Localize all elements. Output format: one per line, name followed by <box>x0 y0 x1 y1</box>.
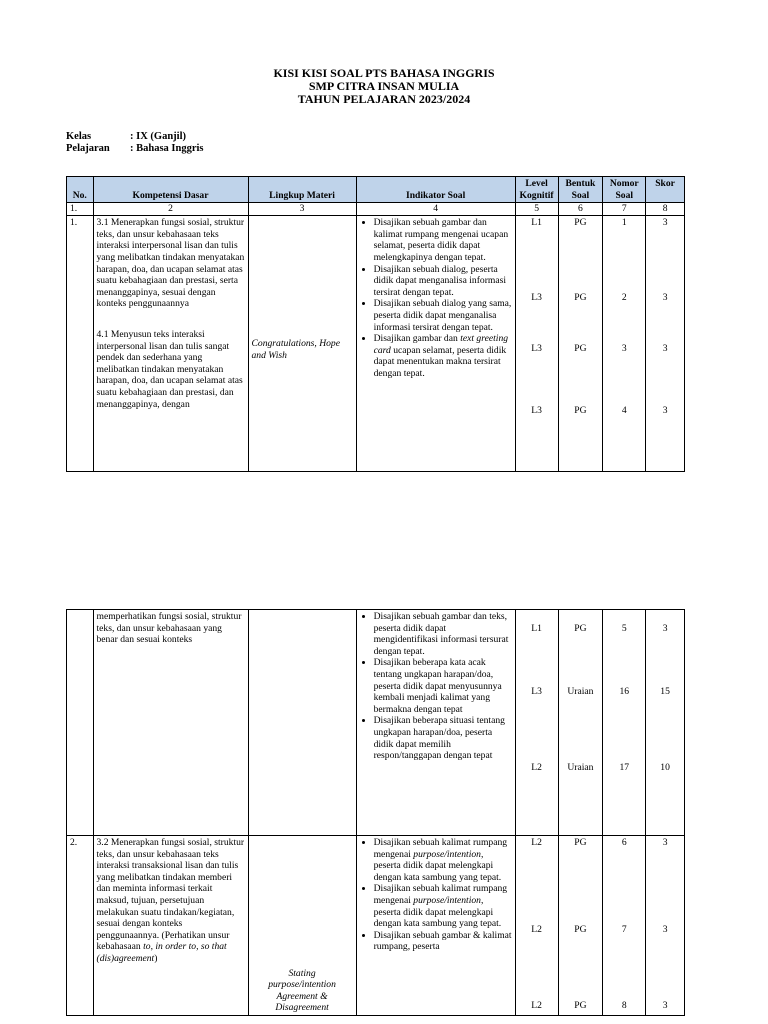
kd-4-1: 4.1 Menyusun teks interaksi interpersonal lisan dan tulis sangat pendek dan sederhana yang melibatkan tindakan menyatakan harapan, doa, dan ucapan selamat atas suatu kebahagiaan dan prestasi, dan menanggapinya, dengan <box>96 328 243 410</box>
bentuk-value: PG <box>574 837 587 848</box>
level-cell <box>515 216 558 472</box>
col-indikator: Indikator Soal <box>356 177 515 203</box>
level-value: L3 <box>531 292 542 304</box>
doc-title-line2: SMP CITRA INSAN MULIA <box>308 79 460 93</box>
level-cell <box>515 610 558 836</box>
nomor-value: 16 <box>619 686 630 697</box>
row-number <box>67 610 94 836</box>
bentuk-cell <box>558 836 603 1016</box>
bentuk-cell <box>558 610 603 836</box>
nomor-value: 4 <box>621 405 627 417</box>
col-lingkup: Lingkup Materi <box>248 177 356 203</box>
skor-cell <box>646 216 685 472</box>
lingkup-cell <box>248 216 356 472</box>
skor-value: 3 <box>662 1000 668 1011</box>
nomor-value: 3 <box>621 343 627 355</box>
table-row <box>67 836 685 1016</box>
colnum-8: 8 <box>646 203 685 216</box>
kompetensi-dasar-cell <box>93 836 248 1016</box>
level-value: L1 <box>531 623 542 634</box>
colnum-7: 7 <box>603 203 646 216</box>
indikator-cell <box>356 216 515 472</box>
skor-value: 3 <box>662 343 668 355</box>
bentuk-value: PG <box>574 217 587 229</box>
col-nomor: Nomor Soal <box>603 177 646 203</box>
skor-value: 3 <box>662 924 668 935</box>
bentuk-value: PG <box>574 292 587 304</box>
indicator-item: • Disajikan beberapa situasi tentang ungkapan harapan/doa, peserta didik dapat memilih respon/tanggapan dengan tepat <box>374 715 512 761</box>
level-cell <box>515 836 558 1016</box>
nomor-value: 2 <box>621 292 627 304</box>
colnum-1: 1. <box>67 203 94 216</box>
bentuk-value: Uraian <box>567 686 594 697</box>
col-skor: Skor <box>646 177 685 203</box>
bentuk-value: PG <box>574 1000 587 1011</box>
level-value: L3 <box>531 343 542 355</box>
indicator-item: • Disajikan sebuah gambar dan kalimat rumpang mengenai ucapan selamat, peserta didik dapat melengkapinya dengan tepat. <box>374 217 512 263</box>
level-value: L2 <box>531 837 542 848</box>
kisi-table-page1 <box>66 176 685 472</box>
nomor-value: 7 <box>621 924 627 935</box>
nomor-value: 1 <box>621 217 627 229</box>
nomor-cell <box>603 836 646 1016</box>
level-value: L1 <box>531 217 542 229</box>
kompetensi-dasar-cell <box>93 216 248 472</box>
kd-4-1-continued: memperhatikan fungsi sosial, struktur teks, dan unsur kebahasaan yang benar dan sesuai konteks <box>96 611 242 646</box>
column-number-row <box>67 203 685 216</box>
level-value: L2 <box>531 1000 542 1011</box>
nomor-value: 6 <box>621 837 627 848</box>
indicator-item: • Disajikan sebuah dialog, peserta didik dapat menganalisa informasi tersirat dengan tepat. <box>374 264 512 299</box>
indicator-item: • Disajikan gambar dan text greeting card ucapan selamat, peserta didik dapat menentukan makna tersirat dengan tepat. <box>374 333 512 379</box>
nomor-value: 17 <box>619 762 630 773</box>
lingkup-materi: Congratulations, Hope and Wish <box>251 338 340 361</box>
skor-value: 3 <box>662 217 668 229</box>
col-kd: Kompetensi Dasar <box>93 177 248 203</box>
doc-title-line1: KISI KISI SOAL PTS BAHASA INGGRIS <box>273 66 495 80</box>
nomor-cell <box>603 216 646 472</box>
indikator-cell <box>356 610 515 836</box>
meta-pelajaran-value: : Bahasa Inggris <box>130 143 204 154</box>
colnum-4: 4 <box>356 203 515 216</box>
table-row <box>67 216 685 472</box>
colnum-3: 3 <box>248 203 356 216</box>
indicator-item: • Disajikan beberapa kata acak tentang ungkapan harapan/doa, peserta didik dapat menyusunnya kembali menjadi kalimat yang bermakna dengan tepat <box>374 657 512 715</box>
nomor-cell <box>603 610 646 836</box>
bentuk-value: PG <box>574 623 587 634</box>
bentuk-value: Uraian <box>567 762 594 773</box>
skor-cell <box>646 610 685 836</box>
kompetensi-dasar-cell <box>93 610 248 836</box>
col-no: No. <box>67 177 94 203</box>
bentuk-value: PG <box>574 405 587 417</box>
table-row <box>67 610 685 836</box>
skor-value: 15 <box>660 686 670 697</box>
colnum-2: 2 <box>93 203 248 216</box>
bentuk-cell <box>558 216 603 472</box>
bentuk-value: PG <box>574 343 587 355</box>
meta-pelajaran-label: Pelajaran <box>66 143 110 154</box>
indicator-item: • Disajikan sebuah gambar & kalimat rumpang, peserta <box>374 930 512 953</box>
meta-kelas-value: : IX (Ganjil) <box>130 131 186 142</box>
header-row <box>67 177 685 203</box>
skor-value: 3 <box>662 623 668 634</box>
indicator-item: • Disajikan sebuah gambar dan teks, peserta didik dapat mengidentifikasi informasi tersurat dengan tepat. <box>374 611 512 657</box>
row-number: 2. <box>67 836 94 1016</box>
skor-value: 10 <box>660 762 670 773</box>
indicator-item: • Disajikan sebuah kalimat rumpang mengenai purpose/intention, peserta didik dapat melengkapi dengan kata sambung yang tepat. <box>374 883 512 929</box>
kd-3-1: 3.1 Menerapkan fungsi sosial, struktur teks, dan unsur kebahasaan teks interaksi interpersonal lisan dan tulis yang melibatkan tindakan menyatakan harapan, doa, dan ucapan selamat atas suatu kebahagiaan dan prestasi, serta menanggapinya, sesuai dengan konteks penggunaannya <box>96 217 245 310</box>
meta-kelas <box>66 131 186 143</box>
indicator-item: • Disajikan sebuah dialog yang sama, peserta didik dapat menganalisa informasi tersirat dengan tepat. <box>374 298 512 333</box>
col-bentuk: Bentuk Soal <box>558 177 603 203</box>
bentuk-value: PG <box>574 924 587 935</box>
level-value: L3 <box>531 686 542 697</box>
level-value: L2 <box>531 924 542 935</box>
nomor-value: 5 <box>621 623 627 634</box>
meta-pelajaran <box>66 143 204 155</box>
level-value: L3 <box>531 405 542 417</box>
kisi-table-page2 <box>66 609 685 1016</box>
doc-title-line3: TAHUN PELAJARAN 2023/2024 <box>297 92 471 106</box>
row-number: 1. <box>67 216 94 472</box>
lingkup-cell <box>248 836 356 1016</box>
indicator-item: • Disajikan sebuah kalimat rumpang mengenai purpose/intention, peserta didik dapat melengkapi dengan kata sambung yang tepat. <box>374 837 512 883</box>
indikator-cell <box>356 836 515 1016</box>
skor-value: 3 <box>662 405 668 417</box>
skor-value: 3 <box>662 292 668 304</box>
meta-kelas-label: Kelas <box>66 131 92 142</box>
kd-3-2: 3.2 Menerapkan fungsi sosial, struktur teks, dan unsur kebahasaan teks interaksi transaksional lisan dan tulis yang melibatkan tindakan memberi dan meminta informasi terkait maksud, tujuan, persetujuan melakukan suatu tindakan/kegiatan, sesuai dengan konteks penggunaannya. (Perhatikan unsur kebahasaan to, in order to, so that (dis)agreement) <box>96 837 245 964</box>
col-level: Level Kognitif <box>515 177 558 203</box>
nomor-value: 8 <box>621 1000 627 1011</box>
colnum-5: 5 <box>515 203 558 216</box>
lingkup-cell <box>248 610 356 836</box>
colnum-6: 6 <box>558 203 603 216</box>
level-value: L2 <box>531 762 542 773</box>
skor-value: 3 <box>662 837 668 848</box>
lingkup-materi: Stating purpose/intention Agreement & Disagreement <box>268 967 336 1014</box>
skor-cell <box>646 836 685 1016</box>
